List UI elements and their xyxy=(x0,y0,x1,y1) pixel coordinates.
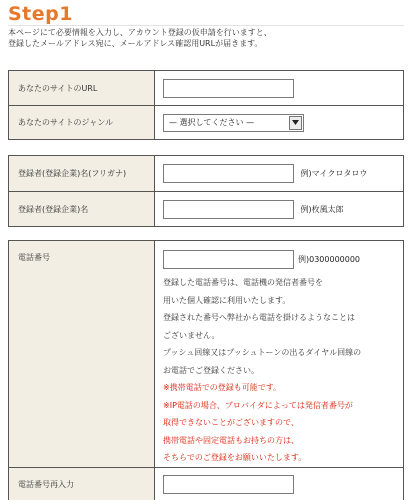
phone-example: 例)0300000000 xyxy=(298,255,361,264)
registrant-name-input[interactable] xyxy=(163,200,294,219)
registrant-name-example: 例)枚風太郎 xyxy=(300,204,344,214)
site-url-input[interactable] xyxy=(163,79,294,98)
site-section xyxy=(8,70,404,140)
phone-warning: 携帯電話や固定電話もお持ちの方は、 xyxy=(163,435,299,445)
intro-line: 登録したメールアドレス宛に、メールアドレス確認用URLが届きます。 xyxy=(8,39,263,48)
site-genre-selected: — 選択してください — xyxy=(169,118,255,127)
phone-note: プッシュ回線又はプッシュトーンの出るダイヤル回線の xyxy=(163,348,362,357)
phone-warning: ※携帯電話での登録も可能です。 xyxy=(163,383,282,392)
phone-label: 電話番号 xyxy=(9,241,155,468)
phone-section xyxy=(8,240,404,500)
phone-note: 登録した電話番号は、電話機の発信者番号を xyxy=(163,278,323,287)
intro-text xyxy=(8,27,404,49)
phone-note: 用いた個人確認に利用いたします。 xyxy=(163,295,291,305)
phone-warning: そちらでのご登録をお願いいたします。 xyxy=(163,453,307,462)
site-genre-label: あなたのサイトのジャンル xyxy=(9,106,155,140)
registrant-section xyxy=(8,155,404,227)
phone-notes xyxy=(163,274,403,467)
registrant-kana-label: 登録者(登録企業)名(フリガナ) xyxy=(9,156,155,192)
phone-warning: ※IP電話の場合、プロバイダによっては発信者番号が xyxy=(163,400,353,410)
registrant-kana-input[interactable] xyxy=(163,164,294,183)
title-divider xyxy=(8,25,404,26)
phone-note: お電話でご登録ください。 xyxy=(163,365,259,375)
phone-input[interactable] xyxy=(163,250,294,269)
phone-warning: 取得できないことがございますので、 xyxy=(163,418,299,427)
site-genre-select[interactable] xyxy=(163,114,304,132)
registrant-name-label: 登録者(登録企業)名 xyxy=(9,192,155,227)
phone-confirm-label: 電話番号再入力 xyxy=(9,467,155,500)
intro-line: 本ページにて必要情報を入力し、アカウント登録の仮申請を行いますと、 xyxy=(8,28,272,37)
registrant-kana-example: 例)マイクロタロウ xyxy=(300,169,368,178)
step-title: Step1 xyxy=(8,3,73,25)
phone-confirm-input[interactable] xyxy=(163,475,294,494)
phone-note: ございません。 xyxy=(163,330,220,340)
phone-note: 登録された番号へ弊社から電話を掛けるようなことは xyxy=(163,313,355,322)
chevron-down-icon[interactable] xyxy=(289,116,302,130)
site-url-label: あなたのサイトのURL xyxy=(9,71,155,106)
